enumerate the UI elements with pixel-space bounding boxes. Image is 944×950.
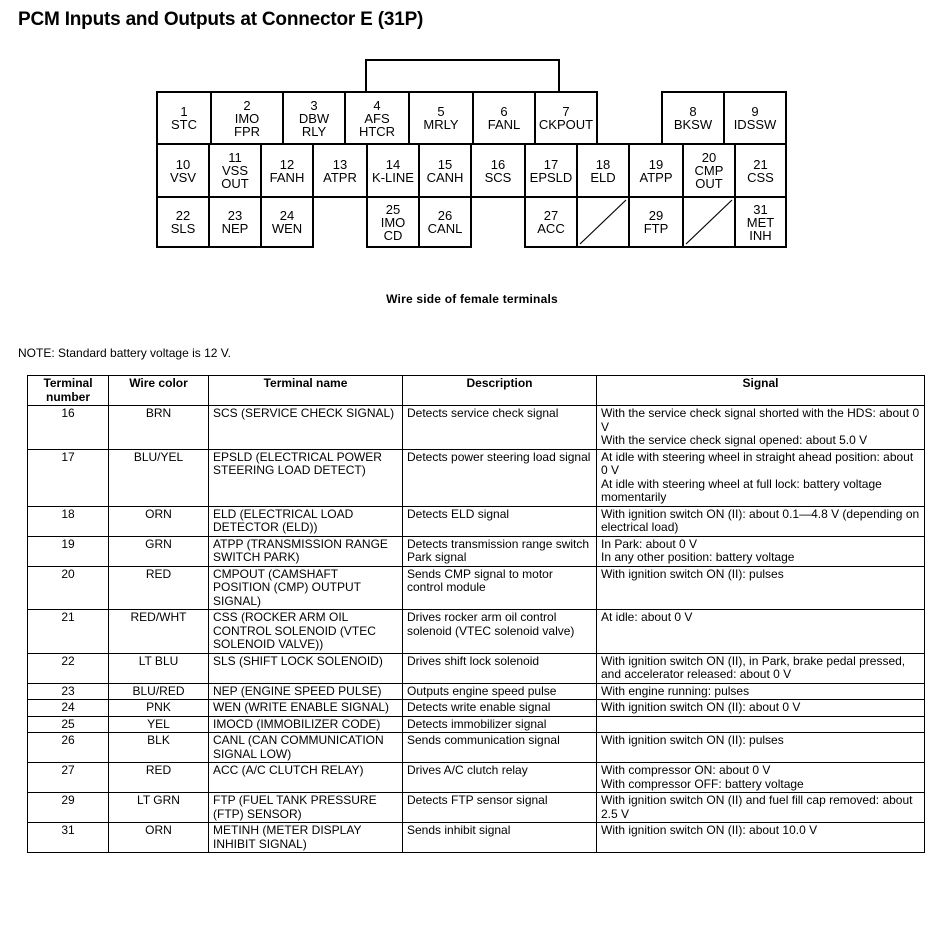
- signal-line: At idle: about 0 V: [601, 610, 693, 624]
- terminal-number: 6: [500, 104, 508, 119]
- terminal-label: ATPR: [323, 169, 357, 185]
- table-row: [28, 506, 925, 536]
- terminal-label: DBW RLY: [298, 110, 330, 139]
- signal-line: With ignition switch ON (II) and fuel fill cap removed: about 2.5 V: [601, 793, 913, 821]
- terminal-number: 26: [437, 208, 453, 223]
- table-row: [28, 823, 925, 853]
- wire-color-cell: LT BLU: [109, 653, 209, 683]
- table-row: [28, 716, 925, 733]
- terminal-4: [344, 91, 410, 145]
- terminal-label: MRLY: [423, 117, 459, 132]
- terminal-13: [312, 143, 368, 198]
- terminal-19: [628, 143, 684, 198]
- signal-line: At idle with steering wheel in straight ahead position: about 0 V: [601, 449, 914, 477]
- terminal-label: SCS: [484, 169, 512, 185]
- terminal-name-cell: CMPOUT (CAMSHAFT POSITION (CMP) OUTPUT SIGNAL): [209, 566, 403, 610]
- description-cell: Detects transmission range switch Park signal: [403, 536, 597, 566]
- table-body: [28, 406, 925, 853]
- terminal-29: [628, 196, 684, 248]
- table-row: [28, 700, 925, 717]
- terminal-number: 9: [751, 104, 759, 119]
- table-row: [28, 763, 925, 793]
- wire-color-cell: RED: [109, 566, 209, 610]
- wire-color-cell: BLU/YEL: [109, 449, 209, 506]
- diagram-caption: Wire side of female terminals: [386, 292, 558, 306]
- terminal-18: [576, 143, 630, 198]
- terminal-number-cell: 19: [28, 536, 109, 566]
- terminal-label: MET INH: [746, 214, 775, 243]
- terminal-number: 15: [437, 156, 453, 172]
- terminal-number: 24: [279, 208, 295, 223]
- wire-color-cell: GRN: [109, 536, 209, 566]
- terminal-number: 27: [543, 208, 559, 223]
- wire-color-cell: PNK: [109, 700, 209, 717]
- battery-note: NOTE: Standard battery voltage is 12 V.: [18, 346, 232, 360]
- terminal-name-cell: SCS (SERVICE CHECK SIGNAL): [209, 406, 403, 450]
- terminal-number-cell: 25: [28, 716, 109, 733]
- signal-line: With ignition switch ON (II): about 10.0 V: [601, 823, 818, 837]
- signal-line: With ignition switch ON (II): pulses: [601, 733, 784, 747]
- description-cell: Detects immobilizer signal: [403, 716, 597, 733]
- terminal-number: 5: [437, 104, 445, 119]
- terminal-label: CKPOUT: [538, 117, 594, 132]
- description-cell: Sends inhibit signal: [403, 823, 597, 853]
- terminal-number-cell: 22: [28, 653, 109, 683]
- terminal-name-cell: SLS (SHIFT LOCK SOLENOID): [209, 653, 403, 683]
- terminal-label: CMP OUT: [694, 163, 724, 191]
- terminal-label: CSS: [747, 169, 774, 185]
- table-row: [28, 793, 925, 823]
- wire-color-cell: LT GRN: [109, 793, 209, 823]
- signal-cell: [597, 683, 925, 700]
- description-cell: Drives A/C clutch relay: [403, 763, 597, 793]
- table-row: [28, 406, 925, 450]
- terminal-name-cell: CSS (ROCKER ARM OIL CONTROL SOLENOID (VTEC SOLENOID VALVE)): [209, 610, 403, 654]
- terminal-name-cell: EPSLD (ELECTRICAL POWER STEERING LOAD DETECT): [209, 449, 403, 506]
- signal-cell: [597, 506, 925, 536]
- terminal-number: 7: [562, 104, 570, 119]
- terminal-name-cell: ATPP (TRANSMISSION RANGE SWITCH PARK): [209, 536, 403, 566]
- terminal-number: 21: [753, 156, 768, 172]
- table-row: [28, 536, 925, 566]
- terminal-11: [208, 143, 262, 198]
- terminal-label: STC: [171, 117, 197, 132]
- terminal-number-cell: 21: [28, 610, 109, 654]
- terminal-15: [418, 143, 472, 198]
- table-row: [28, 566, 925, 610]
- terminal-name-cell: METINH (METER DISPLAY INHIBIT SIGNAL): [209, 823, 403, 853]
- terminal-label: BKSW: [673, 117, 713, 132]
- terminal-number: 29: [648, 208, 664, 223]
- terminal-label: FANL: [487, 117, 521, 132]
- signal-line: With ignition switch ON (II), in Park, brake pedal pressed, and accelerator released: about 0 V: [601, 653, 906, 681]
- terminal-3: [282, 91, 346, 145]
- terminal-number: 13: [332, 156, 348, 172]
- signal-line: With ignition switch ON (II): about 0.1—4.8 V (depending on electrical load): [601, 506, 920, 534]
- terminal-22: [156, 196, 210, 248]
- description-cell: Detects service check signal: [403, 406, 597, 450]
- terminal-28-unused: [576, 196, 630, 248]
- terminal-table: [27, 375, 925, 853]
- terminal-number: 16: [490, 156, 506, 172]
- terminal-number-cell: 23: [28, 683, 109, 700]
- terminal-24: [260, 196, 314, 248]
- signal-cell: [597, 653, 925, 683]
- signal-line: At idle with steering wheel at full lock: battery voltage momentarily: [601, 476, 882, 504]
- description-cell: Drives shift lock solenoid: [403, 653, 597, 683]
- signal-cell: [597, 566, 925, 610]
- terminal-number: 10: [175, 156, 191, 172]
- unused-slash-icon: [578, 198, 628, 246]
- terminal-12: [260, 143, 314, 198]
- terminal-number: 3: [310, 97, 318, 113]
- terminal-26: [418, 196, 472, 248]
- terminal-name-cell: ACC (A/C CLUTCH RELAY): [209, 763, 403, 793]
- terminal-label: IMO CD: [380, 214, 406, 243]
- description-cell: Outputs engine speed pulse: [403, 683, 597, 700]
- terminal-21: [734, 143, 787, 198]
- description-cell: Detects FTP sensor signal: [403, 793, 597, 823]
- terminal-10: [156, 143, 210, 198]
- header-terminal-number: Terminal number: [28, 376, 109, 406]
- description-cell: Detects power steering load signal: [403, 449, 597, 506]
- terminal-5: [408, 91, 474, 145]
- terminal-number: 4: [373, 97, 381, 113]
- description-cell: Sends CMP signal to motor control module: [403, 566, 597, 610]
- terminal-2: [210, 91, 284, 145]
- terminal-number: 8: [689, 104, 697, 119]
- terminal-9: [723, 91, 787, 145]
- terminal-label: SLS: [170, 221, 196, 236]
- terminal-23: [208, 196, 262, 248]
- signal-cell: [597, 406, 925, 450]
- terminal-name-cell: CANL (CAN COMMUNICATION SIGNAL LOW): [209, 733, 403, 763]
- terminal-label: EPSLD: [529, 169, 573, 185]
- terminal-label: ELD: [590, 169, 616, 185]
- terminal-14: [366, 143, 420, 198]
- header-wire-color: Wire color: [109, 376, 209, 406]
- header-description: Description: [403, 376, 597, 406]
- signal-cell: [597, 449, 925, 506]
- table-row: [28, 449, 925, 506]
- terminal-number: 1: [180, 104, 188, 119]
- terminal-number-cell: 24: [28, 700, 109, 717]
- wire-color-cell: BLU/RED: [109, 683, 209, 700]
- table-header-row: [28, 376, 925, 406]
- terminal-number-cell: 16: [28, 406, 109, 450]
- terminal-number-cell: 18: [28, 506, 109, 536]
- terminal-label: CANH: [426, 169, 464, 185]
- header-terminal-name: Terminal name: [209, 376, 403, 406]
- terminal-number: 17: [543, 156, 559, 172]
- terminal-name-cell: NEP (ENGINE SPEED PULSE): [209, 683, 403, 700]
- terminal-number-cell: 27: [28, 763, 109, 793]
- terminal-label: K-LINE: [372, 169, 414, 185]
- terminal-number: 31: [753, 201, 768, 217]
- terminal-number-cell: 17: [28, 449, 109, 506]
- signal-line: With ignition switch ON (II): pulses: [601, 566, 784, 581]
- table-row: [28, 653, 925, 683]
- table-row: [28, 683, 925, 700]
- signal-cell: [597, 763, 925, 793]
- wire-color-cell: BLK: [109, 733, 209, 763]
- signal-line: With engine running: pulses: [601, 683, 750, 698]
- terminal-number: 20: [701, 150, 717, 165]
- wire-color-cell: ORN: [109, 506, 209, 536]
- page-title: PCM Inputs and Outputs at Connector E (31P): [18, 9, 424, 30]
- terminal-name-cell: WEN (WRITE ENABLE SIGNAL): [209, 700, 403, 717]
- wire-color-cell: YEL: [109, 716, 209, 733]
- terminal-number: 23: [227, 208, 243, 223]
- table-row: [28, 610, 925, 654]
- terminal-20: [682, 143, 736, 198]
- terminal-16: [470, 143, 526, 198]
- terminal-label: WEN: [271, 221, 303, 236]
- signal-line: With compressor OFF: battery voltage: [601, 776, 804, 791]
- signal-line: In any other position: battery voltage: [601, 550, 795, 564]
- signal-cell: [597, 716, 925, 733]
- table-row: [28, 733, 925, 763]
- wire-color-cell: BRN: [109, 406, 209, 450]
- terminal-name-cell: IMOCD (IMMOBILIZER CODE): [209, 716, 403, 733]
- terminal-number: 25: [385, 201, 401, 217]
- signal-cell: [597, 793, 925, 823]
- terminal-label: NEP: [221, 221, 249, 236]
- terminal-label: ACC: [537, 221, 565, 236]
- terminal-6: [472, 91, 536, 145]
- terminal-number-cell: 31: [28, 823, 109, 853]
- signal-line: With the service check signal shorted with the HDS: about 0 V: [601, 406, 920, 434]
- signal-cell: [597, 610, 925, 654]
- terminal-number: 14: [385, 156, 401, 172]
- terminal-name-cell: ELD (ELECTRICAL LOAD DETECTOR (ELD)): [209, 506, 403, 536]
- signal-line: With the service check signal opened: about 5.0 V: [601, 433, 868, 447]
- terminal-label: VSV: [169, 169, 196, 185]
- terminal-number: 22: [175, 208, 191, 223]
- signal-cell: [597, 536, 925, 566]
- terminal-17: [524, 143, 578, 198]
- header-signal: Signal: [597, 376, 925, 406]
- signal-cell: [597, 823, 925, 853]
- terminal-number: 11: [228, 150, 242, 165]
- wire-color-cell: RED: [109, 763, 209, 793]
- terminal-label: IDSSW: [733, 117, 777, 132]
- terminal-25: [366, 196, 420, 248]
- terminal-1: [156, 91, 212, 145]
- connector-diagram: [0, 0, 944, 300]
- terminal-27: [524, 196, 578, 248]
- terminal-number-cell: 20: [28, 566, 109, 610]
- description-cell: Drives rocker arm oil control solenoid (VTEC solenoid valve): [403, 610, 597, 654]
- terminal-number: 12: [279, 156, 295, 172]
- terminal-label: ATPP: [639, 169, 673, 185]
- description-cell: Sends communication signal: [403, 733, 597, 763]
- terminal-number: 18: [595, 156, 611, 172]
- unused-slash-icon: [684, 198, 734, 246]
- terminal-number: 19: [648, 156, 664, 172]
- terminal-31: [734, 196, 787, 248]
- wire-color-cell: ORN: [109, 823, 209, 853]
- signal-line: With compressor ON: about 0 V: [601, 763, 771, 777]
- wire-color-cell: RED/WHT: [109, 610, 209, 654]
- terminal-number-cell: 29: [28, 793, 109, 823]
- signal-line: In Park: about 0 V: [601, 536, 698, 551]
- terminal-label: CANL: [427, 221, 463, 236]
- terminal-8: [661, 91, 725, 145]
- signal-cell: [597, 733, 925, 763]
- terminal-30-unused: [682, 196, 736, 248]
- terminal-label: FTP: [643, 221, 669, 236]
- terminal-label: AFS HTCR: [358, 110, 396, 139]
- signal-line: With ignition switch ON (II): about 0 V: [601, 700, 801, 714]
- terminal-number-cell: 26: [28, 733, 109, 763]
- terminal-label: VSS OUT: [221, 163, 249, 191]
- terminal-label: IMO FPR: [234, 110, 260, 139]
- description-cell: Detects ELD signal: [403, 506, 597, 536]
- terminal-number: 2: [243, 97, 251, 113]
- terminal-7: [534, 91, 598, 145]
- signal-cell: [597, 700, 925, 717]
- terminal-label: FANH: [269, 169, 305, 185]
- description-cell: Detects write enable signal: [403, 700, 597, 717]
- terminal-name-cell: FTP (FUEL TANK PRESSURE (FTP) SENSOR): [209, 793, 403, 823]
